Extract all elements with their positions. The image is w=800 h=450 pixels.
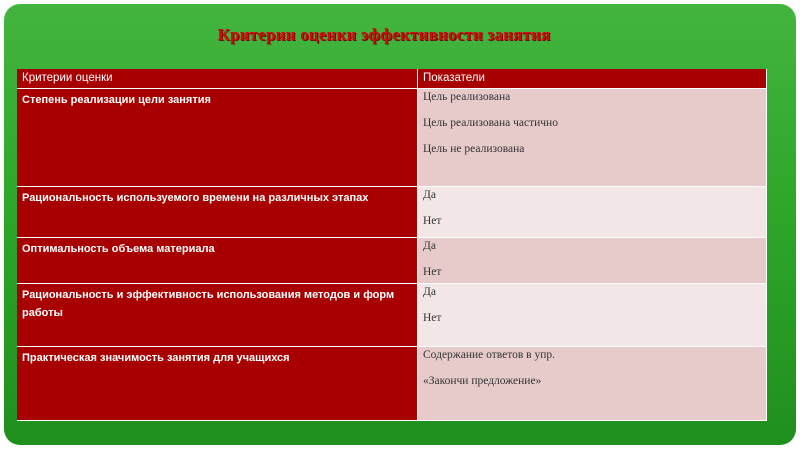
- indicator-text: Цель не реализована: [423, 143, 525, 155]
- table-row: [17, 284, 767, 347]
- indicator-text: Нет: [423, 266, 442, 278]
- indicator-text: Нет: [423, 215, 442, 227]
- indicator-text: Да: [423, 286, 436, 298]
- criterion-cell: Практическая значимость занятия для учащихся: [17, 347, 418, 421]
- criteria-table: [17, 69, 767, 421]
- indicators-cell: [418, 89, 767, 187]
- indicator-text: Цель реализована частично: [423, 117, 558, 129]
- indicator-text: «Закончи предложение»: [423, 375, 542, 387]
- indicators-cell: [418, 187, 767, 238]
- indicator-text: Цель реализована: [423, 91, 511, 103]
- table-row: [17, 187, 767, 238]
- header-indicators: Показатели: [418, 69, 767, 89]
- indicators-cell: [418, 238, 767, 284]
- indicator-text: Да: [423, 240, 436, 252]
- table-row: [17, 89, 767, 187]
- table-row: [17, 347, 767, 421]
- indicators-cell: [418, 284, 767, 347]
- indicator-text: Да: [423, 189, 436, 201]
- criterion-cell: Оптимальность объема материала: [17, 238, 418, 284]
- indicator-text: Нет: [423, 312, 442, 324]
- slide: [3, 3, 797, 447]
- green-frame: [4, 4, 796, 445]
- table-row: [17, 238, 767, 284]
- indicators-cell: [418, 347, 767, 421]
- criterion-cell: Рациональность используемого времени на различных этапах: [17, 187, 418, 238]
- indicator-text: Содержание ответов в упр.: [423, 349, 555, 361]
- slide-title: Критерии оценки эффективности занятия: [217, 25, 551, 44]
- criterion-cell: Рациональность и эффективность использования методов и форм работы: [17, 284, 418, 347]
- table-header-row: [17, 69, 767, 89]
- criterion-cell: Степень реализации цели занятия: [17, 89, 418, 187]
- header-criteria: Критерии оценки: [17, 69, 418, 89]
